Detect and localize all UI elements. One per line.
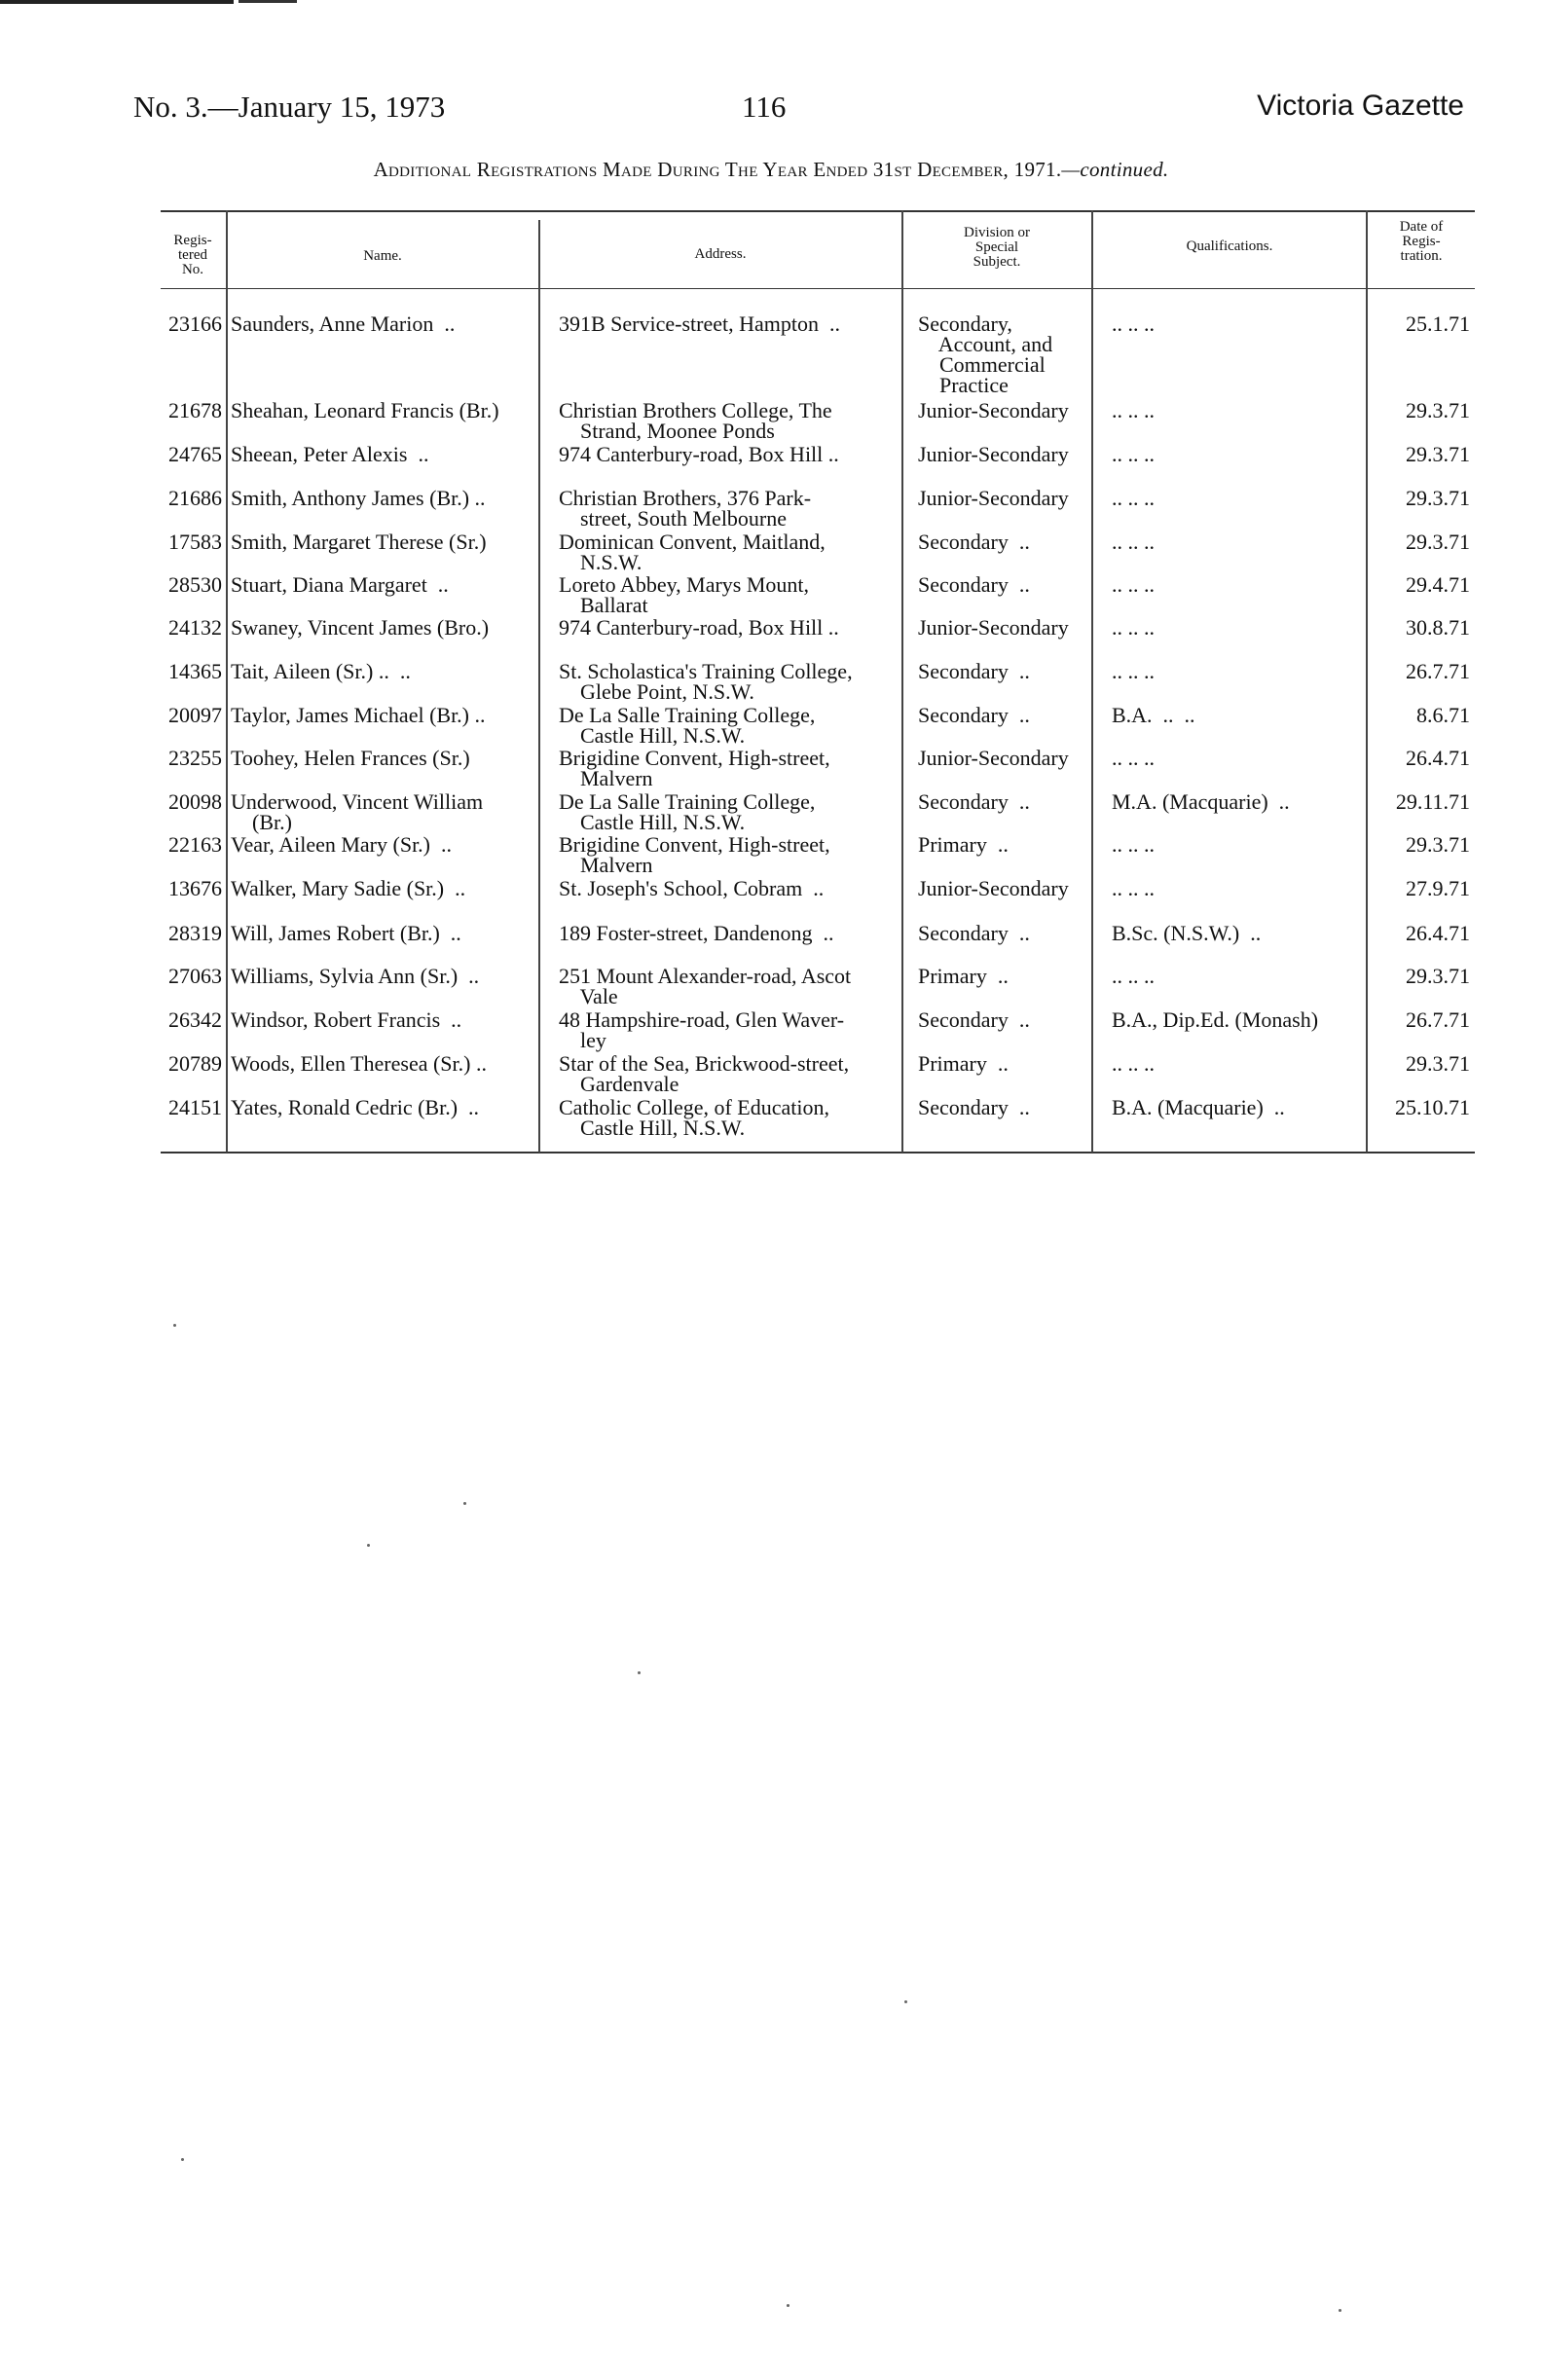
scan-speck xyxy=(638,1671,641,1674)
division-subject: Junior-Secondary xyxy=(918,876,1069,900)
qualifications: .. .. .. xyxy=(1112,442,1155,466)
reg-number: 21678 xyxy=(168,398,222,422)
header-bottom-rule xyxy=(161,288,1475,289)
division-subject: Primary .. xyxy=(918,832,1009,857)
table-top-rule xyxy=(161,210,1475,212)
qualifications: .. .. .. xyxy=(1112,530,1155,554)
division-subject: Junior-Secondary xyxy=(918,442,1069,466)
reg-number: 21686 xyxy=(168,486,222,510)
reg-number: 17583 xyxy=(168,530,222,554)
header-date xyxy=(1368,220,1475,264)
reg-number: 23255 xyxy=(168,746,222,770)
registrant-address: Loreto Abbey, Marys Mount, xyxy=(559,572,810,597)
division-subject: Secondary .. xyxy=(918,703,1030,727)
registrant-address: Gardenvale xyxy=(559,1072,679,1096)
registrant-address: 974 Canterbury-road, Box Hill .. xyxy=(559,442,839,466)
division-subject: Secondary .. xyxy=(918,530,1030,554)
header-name: Name. xyxy=(363,248,402,264)
division-subject: Junior-Secondary xyxy=(918,486,1069,510)
registration-date: 27.9.71 xyxy=(1406,876,1470,900)
reg-number: 22163 xyxy=(168,832,222,857)
qualifications: .. .. .. xyxy=(1112,311,1155,336)
division-subject: Junior-Secondary xyxy=(918,615,1069,640)
registrant-address: Brigidine Convent, High-street, xyxy=(559,746,830,770)
reg-number: 14365 xyxy=(168,659,222,683)
column-divider xyxy=(226,210,228,1153)
registrant-name: Taylor, James Michael (Br.) .. xyxy=(231,703,486,727)
header-qualifications: Qualifications. xyxy=(1186,238,1273,254)
header-text: Date of xyxy=(1399,219,1444,235)
registrant-address: street, South Melbourne xyxy=(559,506,788,531)
division-subject: Practice xyxy=(918,373,1009,397)
division-subject: Secondary, xyxy=(918,311,1012,336)
registrant-address: Christian Brothers College, The xyxy=(559,398,832,422)
header-text: Subject. xyxy=(973,254,1021,270)
registrant-address: ley xyxy=(559,1028,606,1052)
registrant-address: 48 Hampshire-road, Glen Waver- xyxy=(559,1007,845,1032)
header-text: tration. xyxy=(1400,248,1443,264)
qualifications: .. .. .. xyxy=(1112,659,1155,683)
header-address: Address. xyxy=(694,246,747,262)
registration-date: 25.10.71 xyxy=(1395,1095,1470,1119)
registrant-name: Smith, Margaret Therese (Sr.) xyxy=(231,530,487,554)
registrant-address: Strand, Moonee Ponds xyxy=(559,419,775,443)
division-subject: Secondary .. xyxy=(918,659,1030,683)
registration-date: 8.6.71 xyxy=(1416,703,1470,727)
registrant-address: St. Scholastica's Training College, xyxy=(559,659,853,683)
column-divider xyxy=(1091,210,1093,1153)
division-subject: Primary .. xyxy=(918,964,1009,988)
qualifications: B.A., Dip.Ed. (Monash) xyxy=(1112,1007,1319,1032)
division-subject: Account, and xyxy=(918,332,1053,356)
registrant-name: Swaney, Vincent James (Bro.) xyxy=(231,615,490,640)
scan-speck xyxy=(173,1324,176,1327)
reg-number: 20098 xyxy=(168,789,222,814)
registrant-name: Sheahan, Leonard Francis (Br.) xyxy=(231,398,499,422)
registrant-address: Christian Brothers, 376 Park- xyxy=(559,486,812,510)
registrant-address: Dominican Convent, Maitland, xyxy=(559,530,826,554)
registration-date: 29.3.71 xyxy=(1406,442,1470,466)
registrant-address: St. Joseph's School, Cobram .. xyxy=(559,876,825,900)
registrant-name: Windsor, Robert Francis .. xyxy=(231,1007,462,1032)
registration-date: 26.4.71 xyxy=(1406,746,1470,770)
registrant-address: N.S.W. xyxy=(559,550,642,574)
header-division xyxy=(903,226,1090,270)
registrant-address: Catholic College, of Education, xyxy=(559,1095,829,1119)
qualifications: M.A. (Macquarie) .. xyxy=(1112,789,1290,814)
registrant-address: Glebe Point, N.S.W. xyxy=(559,679,754,704)
registration-date: 29.11.71 xyxy=(1395,789,1470,814)
header-text: tered xyxy=(178,247,207,263)
qualifications: .. .. .. xyxy=(1112,964,1155,988)
registrant-name: Woods, Ellen Theresea (Sr.) .. xyxy=(231,1051,487,1076)
registration-date: 29.3.71 xyxy=(1406,832,1470,857)
reg-number: 28530 xyxy=(168,572,222,597)
registrant-address: 391B Service-street, Hampton .. xyxy=(559,311,840,336)
registration-date: 26.7.71 xyxy=(1406,1007,1470,1032)
registration-date: 29.3.71 xyxy=(1406,398,1470,422)
scan-edge-mark xyxy=(239,0,297,3)
reg-number: 13676 xyxy=(168,876,222,900)
registrant-name: Will, James Robert (Br.) .. xyxy=(231,921,461,945)
table-title-main: Additional Registrations Made During The Year Ended 31st December, 1971. xyxy=(373,158,1062,181)
division-subject: Secondary .. xyxy=(918,921,1030,945)
division-subject: Junior-Secondary xyxy=(918,746,1069,770)
registrant-name: Vear, Aileen Mary (Sr.) .. xyxy=(231,832,453,857)
page-number: 116 xyxy=(742,90,787,124)
qualifications: B.A. (Macquarie) .. xyxy=(1112,1095,1285,1119)
registration-date: 29.3.71 xyxy=(1406,530,1470,554)
table-bottom-rule xyxy=(161,1152,1475,1153)
header-text: Division or xyxy=(964,225,1030,240)
registrant-address: Castle Hill, N.S.W. xyxy=(559,723,746,748)
registration-date: 29.4.71 xyxy=(1406,572,1470,597)
registrant-address: 974 Canterbury-road, Box Hill .. xyxy=(559,615,839,640)
header-text: No. xyxy=(181,262,204,277)
column-divider xyxy=(538,220,540,1153)
registrant-name: Saunders, Anne Marion .. xyxy=(231,311,456,336)
registration-date: 29.3.71 xyxy=(1406,486,1470,510)
registrant-name: Smith, Anthony James (Br.) .. xyxy=(231,486,486,510)
division-subject: Primary .. xyxy=(918,1051,1009,1076)
qualifications: .. .. .. xyxy=(1112,572,1155,597)
qualifications: B.Sc. (N.S.W.) .. xyxy=(1112,921,1262,945)
header-text: Regis- xyxy=(1402,234,1441,249)
registration-date: 26.4.71 xyxy=(1406,921,1470,945)
registration-date: 29.3.71 xyxy=(1406,964,1470,988)
registrant-name: Walker, Mary Sadie (Sr.) .. xyxy=(231,876,466,900)
scan-speck xyxy=(463,1502,466,1505)
scan-edge-mark xyxy=(0,0,234,4)
scan-speck xyxy=(787,2304,789,2307)
registrant-address: Malvern xyxy=(559,853,653,877)
registrant-address: Star of the Sea, Brickwood-street, xyxy=(559,1051,850,1076)
scan-speck xyxy=(181,2158,184,2161)
registration-date: 29.3.71 xyxy=(1406,1051,1470,1076)
reg-number: 24765 xyxy=(168,442,222,466)
division-subject: Commercial xyxy=(918,352,1046,377)
registrant-name: Stuart, Diana Margaret .. xyxy=(231,572,449,597)
registrant-address: De La Salle Training College, xyxy=(559,703,816,727)
registration-date: 25.1.71 xyxy=(1406,311,1470,336)
reg-number: 28319 xyxy=(168,921,222,945)
scan-speck xyxy=(1339,2309,1341,2312)
issue-date: No. 3.—January 15, 1973 xyxy=(133,90,446,124)
reg-number: 23166 xyxy=(168,311,222,336)
reg-number: 26342 xyxy=(168,1007,222,1032)
registrant-name: Toohey, Helen Frances (Sr.) xyxy=(231,746,470,770)
division-subject: Secondary .. xyxy=(918,572,1030,597)
scan-speck xyxy=(367,1544,370,1547)
registrant-address: 251 Mount Alexander-road, Ascot xyxy=(559,964,852,988)
reg-number: 24132 xyxy=(168,615,222,640)
reg-number: 24151 xyxy=(168,1095,222,1119)
division-subject: Secondary .. xyxy=(918,1095,1030,1119)
registration-date: 30.8.71 xyxy=(1406,615,1470,640)
header-reg-no xyxy=(161,234,225,277)
qualifications: .. .. .. xyxy=(1112,876,1155,900)
qualifications: .. .. .. xyxy=(1112,1051,1155,1076)
column-divider xyxy=(901,210,903,1153)
table-title-suffix: —continued. xyxy=(1061,158,1169,181)
qualifications: .. .. .. xyxy=(1112,832,1155,857)
registrant-name: Williams, Sylvia Ann (Sr.) .. xyxy=(231,964,480,988)
registrant-address: 189 Foster-street, Dandenong .. xyxy=(559,921,834,945)
reg-number: 20097 xyxy=(168,703,222,727)
registrant-address: Ballarat xyxy=(559,593,648,617)
registrant-name: Sheean, Peter Alexis .. xyxy=(231,442,429,466)
division-subject: Junior-Secondary xyxy=(918,398,1069,422)
header-text: Regis- xyxy=(173,233,212,248)
qualifications: B.A. .. .. xyxy=(1112,703,1195,727)
registrant-address: Brigidine Convent, High-street, xyxy=(559,832,830,857)
registrant-address: Vale xyxy=(559,984,618,1008)
registrant-name: Underwood, Vincent William xyxy=(231,789,484,814)
reg-number: 27063 xyxy=(168,964,222,988)
registrant-name: Tait, Aileen (Sr.) .. .. xyxy=(231,659,411,683)
qualifications: .. .. .. xyxy=(1112,615,1155,640)
qualifications: .. .. .. xyxy=(1112,398,1155,422)
qualifications: .. .. .. xyxy=(1112,746,1155,770)
registrant-address: De La Salle Training College, xyxy=(559,789,816,814)
qualifications: .. .. .. xyxy=(1112,486,1155,510)
division-subject: Secondary .. xyxy=(918,1007,1030,1032)
registrant-address: Malvern xyxy=(559,766,653,790)
publication-title: Victoria Gazette xyxy=(1257,90,1464,122)
header-text: Special xyxy=(974,239,1019,255)
registrant-address: Castle Hill, N.S.W. xyxy=(559,1116,746,1140)
registrant-address: Castle Hill, N.S.W. xyxy=(559,810,746,834)
registration-date: 26.7.71 xyxy=(1406,659,1470,683)
registrant-name: Yates, Ronald Cedric (Br.) .. xyxy=(231,1095,480,1119)
table-title xyxy=(0,158,1542,182)
registrant-name: (Br.) xyxy=(231,810,292,834)
reg-number: 20789 xyxy=(168,1051,222,1076)
division-subject: Secondary .. xyxy=(918,789,1030,814)
scan-speck xyxy=(904,2000,907,2003)
